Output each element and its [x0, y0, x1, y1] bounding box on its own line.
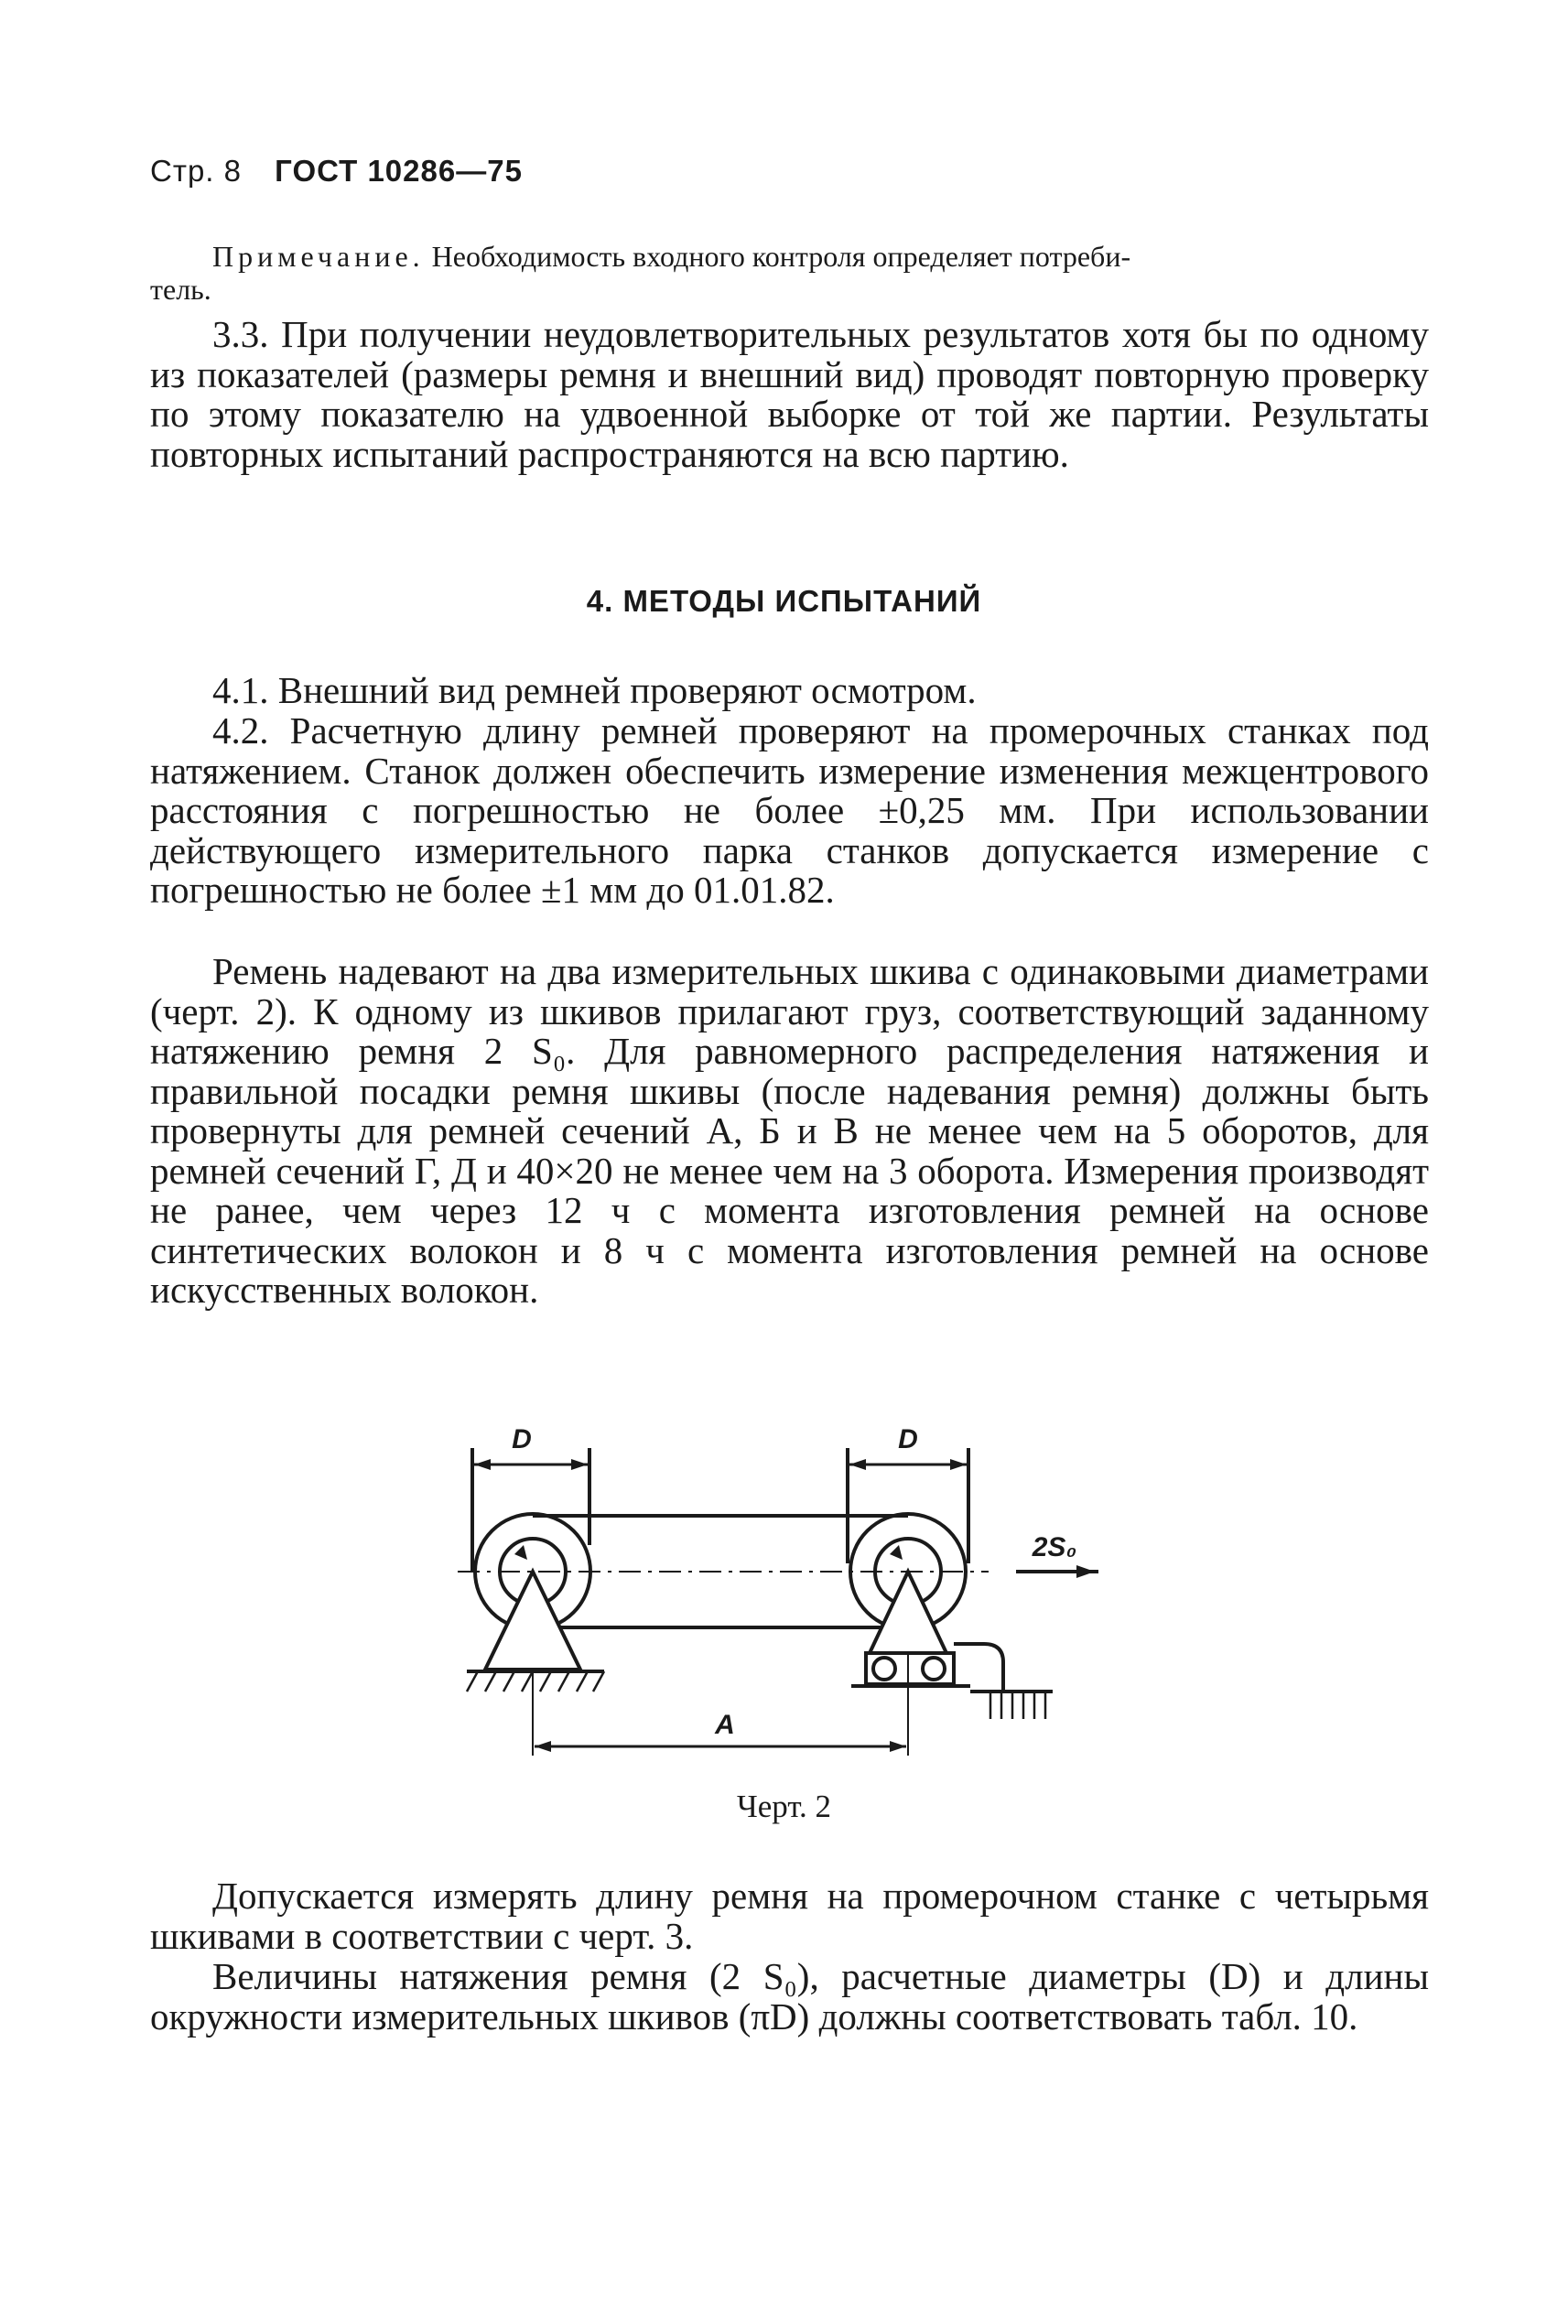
paragraph-3-3: 3.3. При получении неудовлетворительных результатов хотя бы по одному из показателей (размеры ремня и внешний вид) проводят повторную проверку по этому показателю на удвоенной выборке от той же партии. Результаты повторных испытаний распространяются на всю партию.: [150, 313, 1429, 475]
paragraph-four-pulleys: Допускается измерять длину ремня на промерочном станке с четырьмя шкивами в соответствии с черт. 3.: [150, 1875, 1429, 1957]
section-title: 4. МЕТОДЫ ИСПЫТАНИЙ: [586, 584, 982, 618]
note-lead: Примечание.: [212, 240, 425, 273]
paragraph-4-2: 4.2. Расчетную длину ремней проверяют на промерочных станках под натяжением. Станок должен обеспечить измерение изменения межцентрового расстояния с погрешностью не более ±0,25 мм. При использовании действующего измерительного парка станков допускается измерение с погрешностью не более ±1 мм до 01.01.82.: [150, 709, 1429, 911]
page-number: Стр. 8: [150, 154, 242, 188]
paragraph-values: Величины натяжения ремня (2 S₀), расчетные диаметры (D) и длины окружности измерительных шкивов (πD) должны соответствовать табл. 10.: [150, 1955, 1429, 2038]
right-support: [870, 1572, 946, 1653]
paragraph-belt-mounting: Ремень надевают на два измерительных шкива с одинаковыми диаметрами (черт. 2). К одному из шкивов прилагают груз, соответствующий заданному натяжению ремня 2 S₀. Для равномерного распределения натяжения и правильной посадки ремня шкивы (после надевания ремня) должны быть провернуты для ремней сечений А, Б и В не менее чем на 5 оборотов, для ремней сечений Г, Д и 40×20 не менее чем на 3 оборота. Измерения производят не ранее, чем через 12 ч с момента изготовления ремней на основе синтетических волокон и 8 ч с момента изготовления ремней на основе искусственных волокон.: [150, 950, 1429, 1311]
label-d-left: D: [512, 1424, 532, 1454]
label-a: A: [715, 1710, 735, 1740]
note-paragraph: [212, 240, 1429, 273]
label-force: 2S₀: [1032, 1532, 1077, 1562]
figure-belt-measuring-stand: [458, 1417, 1098, 1765]
label-d-right: D: [898, 1424, 918, 1454]
paragraph-4-1: 4.1. Внешний вид ремней проверяют осмотром.: [212, 669, 977, 711]
note-text: Необходимость входного контроля определяет потреби-: [431, 240, 1131, 273]
note-continuation: тель.: [150, 273, 211, 306]
page-header: [150, 154, 523, 189]
figure-caption: Черт. 2: [737, 1789, 831, 1824]
stand-drawing: [458, 1417, 1098, 1765]
ground-hatching: [467, 1671, 1045, 1719]
standard-designation: ГОСТ 10286—75: [275, 154, 523, 188]
